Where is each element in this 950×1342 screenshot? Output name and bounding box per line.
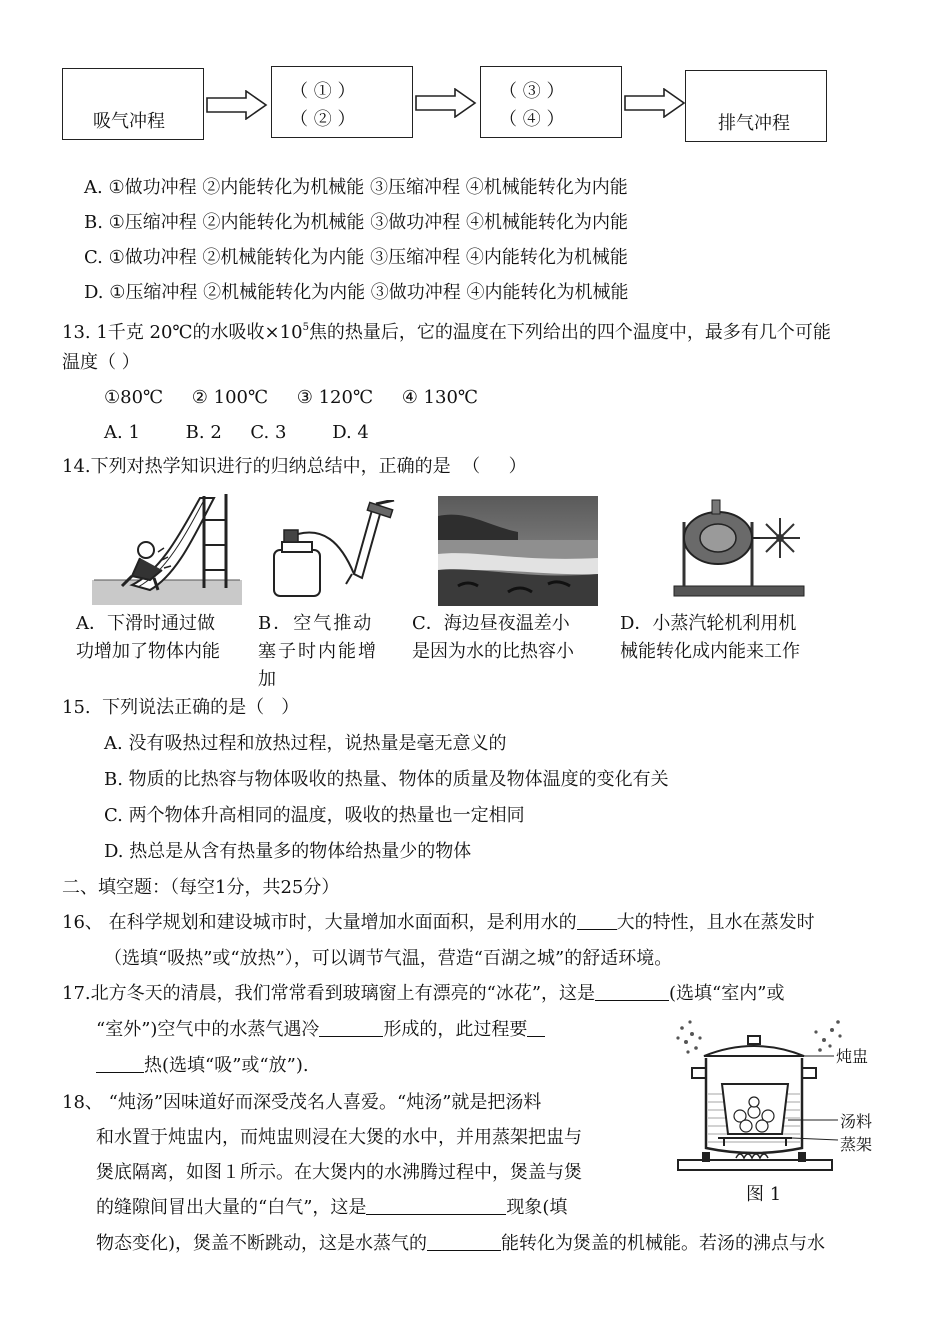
q12-option-b: B. ①压缩冲程 ②内能转化为机械能 ③做功冲程 ④机械能转化为内能 <box>84 212 628 233</box>
q15-option-b: B. 物质的比热容与物体吸收的热量、物体的质量及物体温度的变化有关 <box>104 769 669 790</box>
flow-box-stage-2-line1: （ ① ） <box>290 81 356 102</box>
q16-line1-pre: 16、 在科学规划和建设城市时，大量增加水面面积，是利用水的 <box>62 912 577 933</box>
seaside-photo <box>438 496 598 606</box>
q14-caption-b <box>258 610 398 694</box>
flow-box-intake-label: 吸气冲程 <box>93 111 165 132</box>
arrow-right-icon <box>624 88 686 118</box>
q14-caption-a <box>76 610 246 666</box>
q14-caption-c <box>412 610 612 666</box>
bottle-pump-image <box>270 500 410 600</box>
slide-image <box>92 490 242 605</box>
q14-stem: 14.下列对热学知识进行的归纳总结中，正确的是 （ ） <box>62 456 527 477</box>
q17-line3 <box>96 1054 309 1078</box>
q17-blank-3[interactable] <box>527 1018 545 1037</box>
q16-blank-1[interactable] <box>577 911 617 930</box>
q18-line4 <box>96 1196 567 1220</box>
flow-box-stage-2-line2: （ ② ） <box>290 109 356 130</box>
q14-caption-b-line3: 加 <box>258 669 278 690</box>
q17-line2-pre: “室外”)空气中的水蒸气遇冷 <box>96 1019 320 1040</box>
q15-stem: 15. 下列说法正确的是（ ） <box>62 697 300 718</box>
q14-caption-c-line1: C．海边昼夜温差小 <box>412 613 570 634</box>
q16-line1-post: 大的特性，且水在蒸发时 <box>616 912 815 933</box>
flow-box-exhaust-label: 排气冲程 <box>718 113 790 134</box>
flow-box-stage-3-line1: （ ③ ） <box>499 81 565 102</box>
figure1-caption: 图 1 <box>746 1184 782 1205</box>
q13-stem-post: 焦的热量后，它的温度在下列给出的四个温度中，最多有几个可能 <box>308 322 831 343</box>
q14-caption-d <box>620 610 850 666</box>
q17-blank-2[interactable] <box>319 1018 383 1037</box>
q17-blank-3-cont[interactable] <box>96 1054 144 1073</box>
q18-line3: 煲底隔离，如图１所示。在大煲内的水沸腾过程中，煲盖与煲 <box>96 1162 582 1183</box>
q18-line5-post: 能转化为煲盖的机械能。若汤的沸点与水 <box>501 1233 826 1254</box>
q17-line3-text: 热(选填“吸”或“放”). <box>144 1055 309 1076</box>
arrow-right-icon <box>206 90 268 120</box>
flow-box-intake <box>62 68 204 140</box>
q12-option-d: D. ①压缩冲程 ②机械能转化为内能 ③做功冲程 ④内能转化为机械能 <box>84 282 629 303</box>
q15-option-d: D. 热总是从含有热量多的物体给热量少的物体 <box>104 841 472 862</box>
q12-option-c: C. ①做功冲程 ②机械能转化为内能 ③压缩冲程 ④内能转化为机械能 <box>84 247 628 268</box>
q18-line1: 18、 “炖汤”因味道好而深受茂名人喜爱。“炖汤”就是把汤料 <box>62 1092 542 1113</box>
q13-choices: A. 1 B. 2 C. 3 D. 4 <box>104 422 369 443</box>
figure1-label-rack: 蒸架 <box>840 1135 873 1154</box>
q13-stem <box>62 316 831 345</box>
q17-line2-post: 形成的，此过程要 <box>383 1019 528 1040</box>
q18-blank-2[interactable] <box>427 1232 501 1251</box>
q14-caption-c-line2: 是因为水的比热容小 <box>412 641 574 662</box>
q18-line4-post: 现象(填 <box>506 1197 568 1218</box>
q17-line2 <box>96 1018 545 1042</box>
q18-line4-pre: 的缝隙间冒出大量的“白气”，这是 <box>96 1197 367 1218</box>
q17-line1 <box>62 982 784 1006</box>
q17-blank-1[interactable] <box>595 982 669 1001</box>
q18-line2: 和水置于炖盅内，而炖盅则浸在大煲的水中，并用蒸架把盅与 <box>96 1127 582 1148</box>
q13-exponent: 5 <box>302 322 309 333</box>
figure1-label-soup: 汤料 <box>840 1112 873 1131</box>
q15-option-a: A. 没有吸热过程和放热过程，说热量是毫无意义的 <box>104 733 507 754</box>
q16-line1 <box>62 911 815 935</box>
q18-line5 <box>96 1232 825 1256</box>
q14-caption-b-line1: B．空气推动 <box>258 613 374 634</box>
q18-blank-1[interactable] <box>366 1196 506 1215</box>
flow-box-stage-3 <box>480 66 622 138</box>
flow-box-exhaust <box>685 70 827 142</box>
q15-option-c: C. 两个物体升高相同的温度，吸收的热量也一定相同 <box>104 805 525 826</box>
q17-line1-pre: 17.北方冬天的清晨，我们常常看到玻璃窗上有漂亮的“冰花”，这是 <box>62 983 596 1004</box>
q14-caption-a-line2: 功增加了物体内能 <box>76 641 220 662</box>
q13-stem-line2: 温度（ ） <box>62 352 140 373</box>
q14-caption-b-line2: 塞子时内能增 <box>258 641 378 662</box>
figure1-label-pot: 炖盅 <box>836 1047 869 1066</box>
q16-line2 <box>104 947 672 971</box>
q12-option-a: A. ①做功冲程 ②内能转化为机械能 ③压缩冲程 ④机械能转化为内能 <box>84 177 628 198</box>
steam-turbine-image <box>668 492 813 604</box>
flow-box-stage-2 <box>271 66 413 138</box>
q17-line1-post: (选填“室内”或 <box>669 983 785 1004</box>
q16-line2-text: （选填“吸热”或“放热”），可以调节气温，营造“百湖之城”的舒适环境。 <box>104 948 673 969</box>
q13-stem-pre: 13. 1千克 20℃的水吸收×10 <box>62 322 303 343</box>
q14-caption-a-line1: A．下滑时通过做 <box>76 613 215 634</box>
q14-caption-d-line2: 械能转化成内能来工作 <box>620 641 800 662</box>
q18-line5-pre: 物态变化)，煲盖不断跳动，这是水蒸气的 <box>96 1233 428 1254</box>
section-heading: 二、填空题：（每空1分，共25分） <box>62 877 340 898</box>
flow-box-stage-3-line2: （ ④ ） <box>499 109 565 130</box>
stew-pot-figure <box>662 1016 890 1186</box>
arrow-right-icon <box>415 88 477 118</box>
q13-temperatures: ①80℃ ② 100℃ ③ 120℃ ④ 130℃ <box>104 387 479 408</box>
q14-caption-d-line1: D．小蒸汽轮机利用机 <box>620 613 797 634</box>
